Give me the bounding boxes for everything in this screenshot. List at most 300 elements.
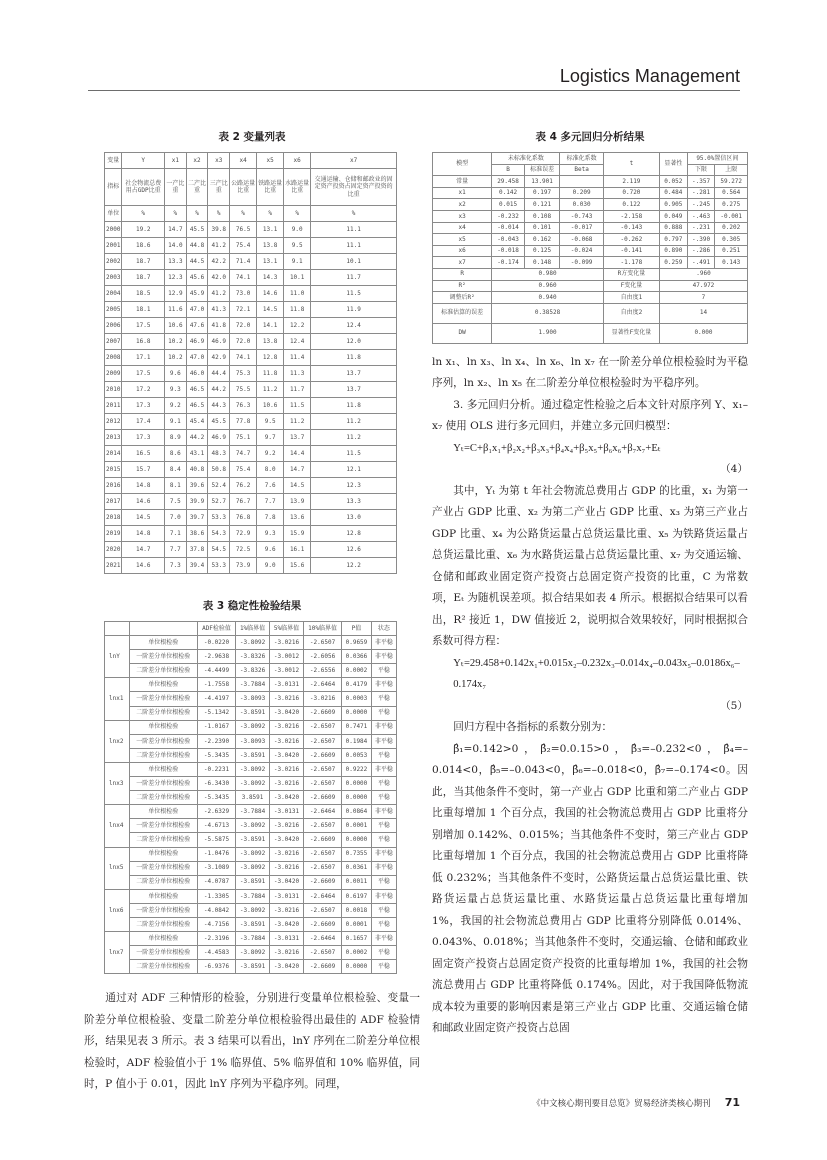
table-row	[105, 558, 397, 574]
value-cell: 0.6197	[342, 889, 372, 903]
value-cell: -3.8591	[236, 706, 270, 720]
table-row	[105, 462, 397, 478]
value-cell: -2.6507	[303, 720, 341, 734]
value-cell: 0.564	[715, 187, 748, 199]
value-cell: -3.8591	[236, 833, 270, 847]
value-cell: 10.1	[284, 270, 311, 286]
value-cell: 0.0000	[342, 706, 372, 720]
table-row	[105, 636, 397, 650]
value-cell: 0.9222	[342, 762, 372, 776]
value-cell: -.390	[687, 234, 715, 246]
value-cell: 39.6	[186, 478, 208, 494]
value-cell: 72.0	[230, 334, 257, 350]
table-row	[433, 210, 748, 222]
value-cell: -2.6507	[303, 819, 341, 833]
value-cell: 14.0	[164, 238, 186, 254]
stat-value: 0.940	[492, 292, 604, 304]
value-cell: 37.8	[186, 542, 208, 558]
row-label: 变量	[105, 153, 122, 169]
table-row	[105, 526, 397, 542]
table4-regression-results	[432, 152, 748, 344]
value-cell: 29.458	[492, 176, 525, 188]
table-row	[105, 350, 397, 366]
value-cell: -2.158	[603, 210, 659, 222]
value-cell: 0.905	[659, 199, 687, 211]
value-cell: -5.3435	[197, 791, 235, 805]
page-number: 71	[724, 1096, 740, 1109]
variable-symbol: x4	[230, 153, 257, 169]
table2-header-indicators	[105, 169, 397, 206]
value-cell: 0.142	[492, 187, 525, 199]
status-cell: 平稳	[371, 960, 396, 974]
test-type: 一阶差分单位根检验	[129, 777, 197, 791]
left-column	[84, 125, 420, 1096]
value-cell: 12.2	[284, 318, 311, 334]
value-cell: -4.4197	[197, 692, 235, 706]
value-cell: 9.0	[257, 558, 284, 574]
value-cell: 77.8	[230, 414, 257, 430]
value-cell: 59.272	[715, 176, 748, 188]
value-cell: -3.0420	[270, 748, 304, 762]
value-cell: -3.8092	[236, 777, 270, 791]
value-cell: 11.7	[311, 270, 397, 286]
value-cell: 75.1	[230, 430, 257, 446]
test-type: 单位根检验	[129, 847, 197, 861]
value-cell: 50.8	[208, 462, 230, 478]
value-cell: -3.8092	[236, 762, 270, 776]
value-cell: 11.1	[311, 222, 397, 238]
right-paragraph-3: 其中，Yₜ 为第 t 年社会物流总费用占 GDP 的比重，x₁ 为第一产业占 GDP 比重、x₂ 为第二产业占 GDP 比重、x₃ 为第三产业占 GDP 比重、x₄ 为公路货运量占总货运量比重、x₅ 为铁路货运量占总货运量比重、x₆ 为水路货运量占总货运量比重、x₇ 为交通运输、仓储和邮政业固定资产投资占总固定资产投资的比重，C 为常数项，Eₜ 为随机误差项。拟合结果如表 4 所示。根据拟合结果可以看出，R² 接近 1，DW 值接近 2，说明拟合效果较好，同时根据拟合系数可得方程：	[432, 484, 748, 648]
unit: %	[122, 206, 165, 222]
value-cell: 2.119	[603, 176, 659, 188]
value-cell: -3.8591	[236, 960, 270, 974]
value-cell: 15.9	[284, 526, 311, 542]
table-row	[105, 366, 397, 382]
value-cell: 0.4179	[342, 678, 372, 692]
stat-label: R方变化量	[603, 268, 659, 280]
value-cell: 0.121	[524, 199, 560, 211]
value-cell: 39.7	[186, 510, 208, 526]
value-cell: 44.2	[208, 382, 230, 398]
value-cell: -2.6507	[303, 903, 341, 917]
table-row	[105, 805, 397, 819]
value-cell: 16.5	[122, 446, 165, 462]
value-cell: 10.6	[164, 318, 186, 334]
value-cell: -2.6609	[303, 875, 341, 889]
value-cell: 11.5	[311, 286, 397, 302]
value-cell: 0.108	[524, 210, 560, 222]
value-cell: 11.4	[284, 350, 311, 366]
value-cell: 11.2	[257, 382, 284, 398]
test-type: 一阶差分单位根检验	[129, 734, 197, 748]
value-cell: 0.305	[715, 234, 748, 246]
status-cell: 非平稳	[371, 720, 396, 734]
value-cell: 43.1	[186, 446, 208, 462]
value-cell: -3.0216	[270, 692, 304, 706]
table-row	[105, 833, 397, 847]
value-cell: 45.5	[186, 222, 208, 238]
value-cell: -3.0216	[270, 861, 304, 875]
table-row	[105, 917, 397, 931]
table3-header	[105, 622, 397, 636]
table-row	[105, 318, 397, 334]
table-row	[105, 398, 397, 414]
table-row	[105, 861, 397, 875]
test-type: 单位根检验	[129, 889, 197, 903]
indicator-name: 铁路运量比重	[257, 169, 284, 206]
year-cell: 2008	[105, 350, 122, 366]
value-cell: 7.8	[257, 510, 284, 526]
table3-stationarity-results	[104, 621, 397, 974]
value-cell: 0.0003	[342, 692, 372, 706]
value-cell: 0.0053	[342, 748, 372, 762]
equation-5-number: （5）	[720, 699, 748, 712]
value-cell: 0.0002	[342, 946, 372, 960]
value-cell: 17.5	[122, 318, 165, 334]
value-cell: 44.4	[208, 366, 230, 382]
value-cell: 12.8	[311, 526, 397, 542]
value-cell: 14.6	[257, 286, 284, 302]
value-cell: 16.8	[122, 334, 165, 350]
status-cell: 平稳	[371, 917, 396, 931]
running-header-title: Logistics Management	[559, 66, 740, 86]
table-row	[105, 706, 397, 720]
value-cell: 14.5	[122, 510, 165, 526]
value-cell: -0.743	[560, 210, 603, 222]
value-cell: 18.1	[122, 302, 165, 318]
value-cell: 14.7	[122, 542, 165, 558]
test-type: 二阶差分单位根检验	[129, 664, 197, 678]
value-cell: 75.5	[230, 382, 257, 398]
value-cell: 9.3	[164, 382, 186, 398]
year-cell: 2015	[105, 462, 122, 478]
table-row	[105, 414, 397, 430]
value-cell: 53.3	[208, 558, 230, 574]
unit: %	[208, 206, 230, 222]
value-cell: 0.9659	[342, 636, 372, 650]
table-row	[105, 734, 397, 748]
value-cell: -3.8326	[236, 664, 270, 678]
value-cell: -2.9638	[197, 650, 235, 664]
value-cell: -3.0012	[270, 664, 304, 678]
value-cell: -2.6329	[197, 805, 235, 819]
stat-label: 自由度1	[603, 292, 659, 304]
value-cell: -3.0216	[270, 847, 304, 861]
value-cell: 0.148	[524, 257, 560, 269]
value-cell: -2.6507	[303, 636, 341, 650]
value-cell: 45.4	[186, 414, 208, 430]
value-cell: 0.484	[659, 187, 687, 199]
value-cell: -3.0420	[270, 833, 304, 847]
column-header: 标准误差	[524, 164, 560, 176]
right-paragraph-2: 3. 多元回归分析。通过稳定性检验之后本文针对原序列 Y、x₁–x₇ 使用 OLS 进行多元回归，并建立多元回归模型：	[432, 398, 748, 433]
table-row	[433, 176, 748, 188]
status-cell: 平稳	[371, 692, 396, 706]
summary-row	[433, 292, 748, 304]
value-cell: 44.3	[208, 398, 230, 414]
value-cell: -2.6507	[303, 946, 341, 960]
value-cell: 14.3	[257, 270, 284, 286]
value-cell: 17.4	[122, 414, 165, 430]
unit: %	[164, 206, 186, 222]
column-header: 上限	[715, 164, 748, 176]
value-cell: 9.5	[284, 238, 311, 254]
stat-label: 调整后R²	[433, 292, 492, 304]
value-cell: 14.6	[122, 558, 165, 574]
test-type: 单位根检验	[129, 636, 197, 650]
value-cell: 72.5	[230, 542, 257, 558]
value-cell: -0.174	[492, 257, 525, 269]
table-row	[105, 777, 397, 791]
value-cell: 0.0011	[342, 875, 372, 889]
row-label: x3	[433, 210, 492, 222]
value-cell: -6.9376	[197, 960, 235, 974]
value-cell: -0.141	[603, 245, 659, 257]
value-cell: 11.7	[284, 382, 311, 398]
value-cell: 74.1	[230, 270, 257, 286]
column-header: t	[603, 153, 659, 176]
page-footer	[440, 1096, 740, 1109]
value-cell: -0.232	[492, 210, 525, 222]
year-cell: 2021	[105, 558, 122, 574]
value-cell	[560, 176, 603, 188]
value-cell: -2.6609	[303, 960, 341, 974]
status-cell: 非平稳	[371, 889, 396, 903]
value-cell: -2.6507	[303, 734, 341, 748]
summary-row	[433, 323, 748, 343]
value-cell: 13.6	[284, 510, 311, 526]
stat-label: R	[433, 268, 492, 280]
value-cell: 12.1	[311, 462, 397, 478]
table-row	[105, 334, 397, 350]
table-row	[105, 446, 397, 462]
value-cell: 10.6	[257, 398, 284, 414]
value-cell: 9.2	[257, 446, 284, 462]
variable-symbol: x7	[311, 153, 397, 169]
status-cell: 平稳	[371, 833, 396, 847]
value-cell: -0.2231	[197, 762, 235, 776]
value-cell: 9.1	[284, 254, 311, 270]
variable-name: lnx6	[105, 889, 130, 931]
value-cell: 14.8	[122, 526, 165, 542]
value-cell: 8.1	[164, 478, 186, 494]
value-cell: 9.5	[257, 414, 284, 430]
column-header: B	[492, 164, 525, 176]
value-cell: 38.6	[186, 526, 208, 542]
value-cell: 0.143	[715, 257, 748, 269]
value-cell: 46.0	[186, 366, 208, 382]
value-cell: 0.202	[715, 222, 748, 234]
value-cell: 13.7	[311, 382, 397, 398]
value-cell: -3.0131	[270, 805, 304, 819]
value-cell: 0.1984	[342, 734, 372, 748]
value-cell: 11.2	[284, 414, 311, 430]
value-cell: -5.5875	[197, 833, 235, 847]
unit: %	[284, 206, 311, 222]
summary-row	[433, 268, 748, 280]
table-row	[433, 245, 748, 257]
value-cell: -3.0420	[270, 706, 304, 720]
value-cell: 10.2	[164, 334, 186, 350]
indicator-name: 三产比重	[208, 169, 230, 206]
test-type: 单位根检验	[129, 805, 197, 819]
stat-value: 14	[659, 303, 747, 323]
value-cell: 13.3	[164, 254, 186, 270]
value-cell: 0.0002	[342, 664, 372, 678]
summary-row	[433, 303, 748, 323]
value-cell: 75.4	[230, 462, 257, 478]
value-cell: -0.0220	[197, 636, 235, 650]
value-cell: 8.4	[164, 462, 186, 478]
row-label: x2	[433, 199, 492, 211]
status-cell: 平稳	[371, 748, 396, 762]
column-header: 状态	[371, 622, 396, 636]
value-cell: -2.6507	[303, 847, 341, 861]
value-cell: 12.4	[284, 334, 311, 350]
table-row	[433, 234, 748, 246]
value-cell: 17.2	[122, 382, 165, 398]
year-cell: 2004	[105, 286, 122, 302]
value-cell: 17.1	[122, 350, 165, 366]
table-row	[105, 692, 397, 706]
value-cell: -3.7884	[236, 805, 270, 819]
value-cell: -3.8092	[236, 847, 270, 861]
status-cell: 非平稳	[371, 650, 396, 664]
value-cell: 0.209	[560, 187, 603, 199]
value-cell: 0.0864	[342, 805, 372, 819]
test-type: 一阶差分单位根检验	[129, 946, 197, 960]
value-cell: 12.3	[311, 478, 397, 494]
value-cell: -1.0476	[197, 847, 235, 861]
value-cell: 0.275	[715, 199, 748, 211]
value-cell: -2.6507	[303, 861, 341, 875]
row-label: x5	[433, 234, 492, 246]
value-cell: -2.6464	[303, 678, 341, 692]
value-cell: 72.1	[230, 302, 257, 318]
value-cell: -3.0216	[270, 762, 304, 776]
row-label: 单位	[105, 206, 122, 222]
value-cell: 45.9	[186, 286, 208, 302]
variable-name: lnx5	[105, 847, 130, 889]
value-cell: -0.017	[560, 222, 603, 234]
value-cell: -3.8093	[236, 692, 270, 706]
value-cell: 7.0	[164, 510, 186, 526]
value-cell: 75.3	[230, 366, 257, 382]
table-row	[105, 932, 397, 946]
value-cell: -0.068	[560, 234, 603, 246]
value-cell: 76.3	[230, 398, 257, 414]
value-cell: 48.3	[208, 446, 230, 462]
value-cell: 10.1	[311, 254, 397, 270]
value-cell: 42.9	[208, 350, 230, 366]
table-row	[433, 187, 748, 199]
value-cell: -0.024	[560, 245, 603, 257]
test-type: 一阶差分单位根检验	[129, 692, 197, 706]
column-header: 模型	[433, 153, 492, 176]
value-cell: 18.5	[122, 286, 165, 302]
stat-label: DW	[433, 323, 492, 343]
year-cell: 2014	[105, 446, 122, 462]
value-cell: 7.7	[257, 494, 284, 510]
status-cell: 非平稳	[371, 678, 396, 692]
value-cell: -3.8092	[236, 946, 270, 960]
value-cell: 52.7	[208, 494, 230, 510]
value-cell: 13.7	[284, 430, 311, 446]
table-row	[105, 542, 397, 558]
value-cell: 0.0000	[342, 960, 372, 974]
value-cell: -3.1089	[197, 861, 235, 875]
column-header: P值	[342, 622, 372, 636]
table-row	[105, 286, 397, 302]
value-cell: 41.2	[208, 238, 230, 254]
value-cell: 42.0	[208, 270, 230, 286]
row-label: 常量	[433, 176, 492, 188]
year-cell: 2016	[105, 478, 122, 494]
left-paragraph-1: 通过对 ADF 三种情形的检验，分别进行变量单位根检验、变量一阶差分单位根检验、变量二阶差分单位根检验得出最佳的 ADF 检验情形，结果见表 3 所示。表 3 结果可以看出，lnY 序列在二阶差分单位根检验时，ADF 检验值小于 1% 临界值、5% 临界值和 10% 临界值，同时，P 值小于 0.01，因此 lnY 序列为平稳序列。同理，	[84, 992, 420, 1091]
column-header: ADF检验值	[197, 622, 235, 636]
column-header: 1%临界值	[236, 622, 270, 636]
value-cell: 0.101	[524, 222, 560, 234]
status-cell: 平稳	[371, 875, 396, 889]
value-cell: 0.0001	[342, 819, 372, 833]
value-cell: 9.6	[164, 366, 186, 382]
value-cell: -3.8092	[236, 903, 270, 917]
value-cell: 0.1657	[342, 932, 372, 946]
value-cell: -2.6556	[303, 664, 341, 678]
variable-symbol: x1	[164, 153, 186, 169]
variable-name: lnx7	[105, 932, 130, 974]
value-cell: 45.5	[208, 414, 230, 430]
value-cell: 40.8	[186, 462, 208, 478]
value-cell: 0.0366	[342, 650, 372, 664]
value-cell: 8.0	[257, 462, 284, 478]
table-row	[105, 960, 397, 974]
value-cell: 13.9	[284, 494, 311, 510]
value-cell: -4.4499	[197, 664, 235, 678]
column-header	[129, 622, 197, 636]
status-cell: 非平稳	[371, 861, 396, 875]
indicator-name: 一产比重	[164, 169, 186, 206]
value-cell: 11.6	[164, 302, 186, 318]
table-row	[105, 302, 397, 318]
value-cell: 0.0000	[342, 833, 372, 847]
value-cell: -3.0420	[270, 917, 304, 931]
table-row	[105, 875, 397, 889]
value-cell: -.491	[687, 257, 715, 269]
value-cell: 0.720	[603, 187, 659, 199]
table-row	[105, 478, 397, 494]
right-column	[432, 125, 748, 1040]
value-cell: 9.7	[257, 430, 284, 446]
variable-name: lnx4	[105, 805, 130, 847]
variable-symbol: x6	[284, 153, 311, 169]
value-cell: -0.014	[492, 222, 525, 234]
row-label: 指标	[105, 169, 122, 206]
row-label: x6	[433, 245, 492, 257]
table4-header-1	[433, 153, 748, 165]
value-cell: -2.6056	[303, 650, 341, 664]
value-cell: 13.7	[311, 366, 397, 382]
value-cell: -3.0216	[303, 692, 341, 706]
column-header	[105, 622, 130, 636]
row-label: x4	[433, 222, 492, 234]
value-cell: 41.3	[208, 302, 230, 318]
value-cell: -0.262	[603, 234, 659, 246]
table-row	[105, 270, 397, 286]
status-cell: 平稳	[371, 819, 396, 833]
value-cell: -3.8092	[236, 819, 270, 833]
value-cell: 0.888	[659, 222, 687, 234]
